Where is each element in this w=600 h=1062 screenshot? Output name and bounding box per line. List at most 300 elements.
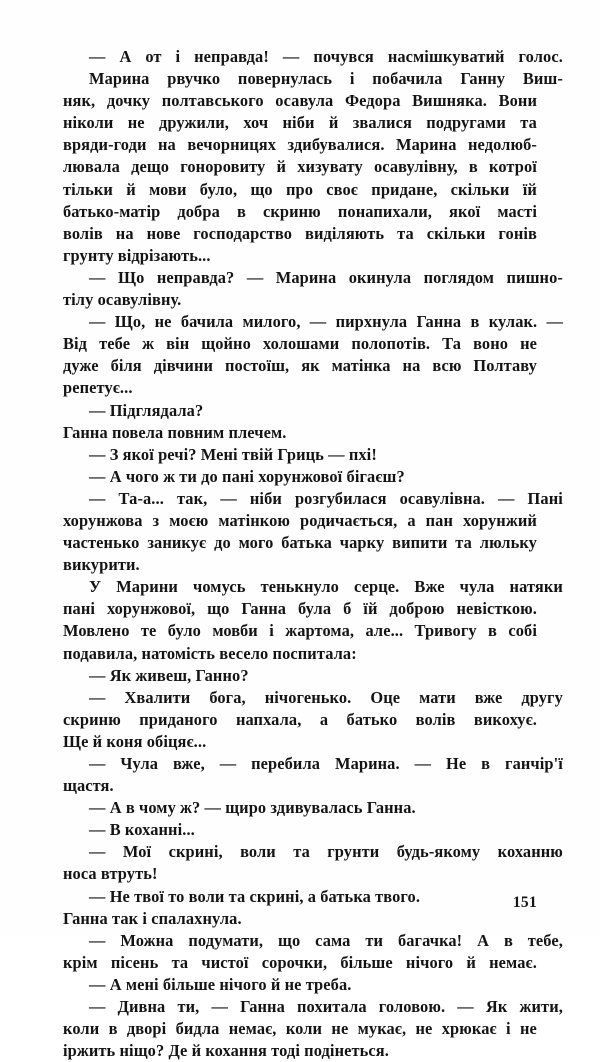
text-line (63, 201, 537, 223)
word: скриню (63, 709, 121, 729)
word: він (166, 334, 190, 354)
word: тебе, (527, 930, 563, 950)
word: в (236, 201, 246, 221)
word: а (319, 709, 329, 729)
line-text: — А мені більше нічого й не треба. (89, 974, 352, 994)
word: милого, (242, 312, 301, 332)
word: мати (419, 687, 456, 707)
text-line (63, 709, 537, 731)
line-text: щастя. (63, 776, 114, 796)
word: — (89, 754, 106, 773)
word: дочку (106, 91, 151, 111)
text-line (63, 90, 537, 112)
text-line (63, 156, 537, 178)
word: матінка (331, 356, 391, 376)
word: й (328, 113, 339, 133)
word: волів (415, 709, 456, 729)
text-line (63, 775, 537, 797)
line-text: Ганна так і спалахнула. (63, 908, 242, 928)
text-line (63, 952, 537, 974)
line-text: тілу осавулівну. (63, 290, 182, 310)
text-line (63, 68, 563, 90)
word: — (211, 997, 228, 1017)
word: скільки (450, 179, 510, 199)
word: не (331, 1019, 349, 1039)
word: бачила (180, 312, 234, 332)
word: крім (63, 952, 98, 972)
word: натяки (509, 577, 563, 597)
word: б (343, 599, 352, 619)
text-line (63, 355, 537, 377)
word: воли (240, 842, 276, 862)
word: Марина. (335, 754, 400, 773)
word: те (140, 621, 157, 641)
word: похитала (297, 997, 367, 1017)
line-text: — А в чому ж? — щиро здивувалась Ганна. (89, 798, 416, 818)
text-line (63, 863, 537, 885)
word: кулак. (488, 312, 538, 332)
word: Хвалити (124, 687, 191, 707)
word: вряди-годи (63, 135, 147, 155)
word: — (89, 312, 106, 332)
word: придане, (371, 179, 438, 199)
line-text: викурити. (63, 555, 140, 575)
word: — (89, 842, 106, 862)
word: і (269, 621, 274, 641)
word: полопотів. (351, 334, 431, 354)
word: Та-а... (118, 488, 164, 508)
word: грунти (327, 842, 380, 862)
word: лювала (63, 157, 120, 177)
line-text: репетує... (63, 378, 133, 398)
text-line (63, 819, 537, 841)
line-text: — Підглядала? (89, 400, 204, 420)
text-line (63, 620, 537, 642)
word: пирхнула (335, 312, 408, 332)
word: Що, (114, 312, 146, 332)
word: постоїш, (225, 356, 290, 376)
line-text: грунту відрізають... (63, 245, 211, 265)
word: пан (425, 510, 454, 530)
text-line (63, 311, 563, 333)
text-line (63, 400, 537, 422)
word: біля (110, 356, 142, 376)
word: на (115, 223, 134, 243)
word: більше (340, 952, 393, 972)
word: їй (363, 599, 378, 619)
word: всю (432, 356, 462, 376)
word: що (207, 599, 230, 619)
word: скриню (262, 201, 321, 221)
word: а (407, 510, 416, 530)
word: рвучко (167, 69, 221, 89)
word: та (397, 223, 414, 243)
text-line (63, 46, 563, 68)
word: не (154, 312, 172, 332)
word: нічогенько. (264, 687, 352, 707)
word: та (293, 842, 310, 862)
word: подругами (426, 113, 506, 133)
word: заникує (147, 533, 207, 553)
word: повернулась (237, 69, 333, 89)
word: подумати, (188, 930, 264, 950)
word: і (506, 1019, 511, 1039)
word: воно (473, 334, 509, 354)
word: Марини (116, 577, 178, 597)
word: жартома, (285, 621, 355, 641)
word: батька (281, 533, 332, 553)
word: Ганна (416, 312, 462, 332)
word: не (520, 1019, 537, 1039)
text-line (63, 665, 537, 687)
word: виділяють (305, 223, 385, 243)
text-line (63, 687, 563, 709)
text-line (63, 333, 537, 355)
word: та (520, 113, 537, 133)
word: доброю (389, 599, 445, 619)
word: ж (142, 334, 155, 354)
word: Пані (527, 488, 563, 508)
word: якої (449, 201, 481, 221)
word: осавулівну, (373, 157, 458, 177)
word: мовби (212, 621, 258, 641)
word: понапихали, (337, 201, 432, 221)
line-text: носа втруть! (63, 864, 158, 884)
word: в (108, 1019, 118, 1039)
text-line (63, 532, 537, 554)
word: було, (199, 179, 238, 199)
word: — (219, 754, 237, 773)
word: хизувату (297, 157, 363, 177)
word: Від (63, 334, 88, 354)
word: поглядом (423, 267, 495, 287)
word: дружили, (158, 113, 230, 133)
word: Виш- (522, 69, 563, 89)
word: — (282, 47, 300, 66)
word: щойно (201, 334, 251, 354)
word: викохує. (473, 709, 537, 729)
word: Дивна (117, 997, 166, 1017)
text-line (63, 444, 537, 466)
word: Чула (120, 754, 159, 773)
word: ганчір'ї (505, 754, 563, 773)
line-text: — А чого ж ти до пані хорунжової бігаєш? (89, 466, 405, 486)
word: няк, (63, 91, 96, 111)
word: але... (365, 621, 404, 641)
word: — (89, 47, 106, 66)
word: про (285, 179, 314, 199)
word: не (415, 1019, 433, 1039)
word: невісткою. (456, 599, 537, 619)
line-text: іржить ніщо? Де й кохання тоді подінеться. (63, 1041, 389, 1061)
word: перебила (251, 754, 321, 773)
word: неправда! (194, 47, 269, 66)
text-line (63, 1040, 537, 1062)
word: й (276, 157, 287, 177)
line-text: подавила, натомість весело поспитала: (63, 643, 357, 663)
line-text: — В коханні... (89, 820, 195, 840)
word: в (488, 621, 497, 641)
word: до (214, 533, 231, 553)
word: Ганна (241, 599, 287, 619)
word: У (89, 577, 102, 597)
word: побачила (372, 69, 443, 89)
word: Вже (414, 577, 445, 597)
text-line (63, 223, 537, 245)
word: осавула (275, 91, 334, 111)
text-line (63, 930, 563, 952)
word: гонів (498, 223, 537, 243)
word: Ганну (460, 69, 506, 89)
word: було (167, 621, 201, 641)
word: не (127, 113, 145, 133)
text-line (63, 488, 563, 510)
text-line (63, 974, 537, 996)
text-line (63, 466, 537, 488)
word: немає. (489, 952, 537, 972)
text-line (63, 179, 537, 201)
text-line (63, 643, 537, 665)
word: дуже (63, 356, 99, 376)
word: — (89, 997, 106, 1017)
word: волів (63, 223, 103, 243)
text-line (63, 1018, 537, 1040)
word: А (119, 47, 132, 66)
word: Тривогу (414, 621, 477, 641)
word: вже (474, 687, 503, 707)
word: — (89, 687, 106, 707)
word: от (145, 47, 162, 66)
word: родичається, (300, 510, 398, 530)
word: батько-матір (63, 201, 161, 221)
word: дворі (126, 1019, 167, 1039)
word: батько (346, 709, 398, 729)
word: пані (63, 599, 96, 619)
word: Не (446, 754, 467, 773)
word: на (402, 356, 421, 376)
word: — (414, 754, 432, 773)
text-line (63, 797, 537, 819)
text-line (63, 996, 563, 1018)
word: випити (392, 533, 448, 553)
word: люльку (479, 533, 537, 553)
word: була (298, 599, 332, 619)
word: моєю (169, 510, 209, 530)
word: здибувалися. (287, 135, 385, 155)
text-line (63, 267, 563, 289)
word: тенькнуло (260, 577, 339, 597)
word: не (520, 334, 537, 354)
word: бога, (209, 687, 246, 707)
word: Що (117, 267, 145, 287)
word: тебе (99, 334, 131, 354)
word: Полтаву (473, 356, 537, 376)
word: сама (315, 930, 351, 950)
word: мови (149, 179, 187, 199)
word: господарство (193, 223, 293, 243)
word: матінкою (218, 510, 291, 530)
word: Вони (498, 91, 537, 111)
text-line (63, 510, 537, 532)
page-number: 151 (512, 894, 537, 911)
word: Оце (370, 687, 401, 707)
word: — (546, 312, 563, 332)
word: собі (508, 621, 537, 641)
word: хорунжової, (106, 599, 196, 619)
word: неправда? (156, 267, 235, 287)
word: та (455, 533, 472, 553)
word: мого (238, 533, 274, 553)
word: тільки (63, 179, 113, 199)
text-line (63, 598, 537, 620)
word: масті (497, 201, 537, 221)
word: чула (459, 577, 495, 597)
word: напхала, (235, 709, 302, 729)
word: Федора (344, 91, 401, 111)
word: й (466, 952, 476, 972)
word: Та (442, 334, 462, 354)
word: і (349, 69, 355, 89)
word: серце. (354, 577, 400, 597)
word: що (250, 179, 273, 199)
word: вже, (172, 754, 205, 773)
text-line (63, 731, 537, 753)
word: недолюб- (468, 135, 537, 155)
word: — (498, 488, 515, 508)
word: будь-якому (396, 842, 481, 862)
word: А (477, 930, 490, 950)
text-line (63, 245, 537, 267)
word: чистої (201, 952, 249, 972)
word: Марина (275, 267, 337, 287)
word: своє (326, 179, 358, 199)
word: жити, (519, 997, 563, 1017)
word: скільки (426, 223, 486, 243)
word: немає, (228, 1019, 277, 1039)
word: другу (521, 687, 563, 707)
word: — (309, 312, 327, 332)
line-text: — Не твої то воли та скрині, а батька твого. (89, 886, 421, 906)
word: коли (63, 1019, 100, 1039)
word: мукає, (357, 1019, 407, 1039)
word: дівчини (153, 356, 214, 376)
word: нічого (405, 952, 454, 972)
word: котрої (489, 157, 537, 177)
word: нове (146, 223, 181, 243)
word: й (126, 179, 136, 199)
word: Ганна (240, 997, 285, 1017)
line-text: — Як живеш, Ганно? (89, 665, 249, 685)
word: ти, (177, 997, 200, 1017)
word: почувся (313, 47, 374, 66)
word: — (89, 488, 106, 508)
word: чарку (339, 533, 385, 553)
text-line (63, 377, 537, 399)
word: ти (365, 930, 384, 950)
word: дещо (131, 157, 170, 177)
word: Мої (122, 842, 152, 862)
line-text: Ганна повела повним плечем. (63, 422, 287, 442)
word: та (171, 952, 189, 972)
word: — (246, 267, 264, 287)
text-line (63, 112, 537, 134)
text-line (63, 841, 563, 863)
word: ніби (282, 113, 315, 133)
word: хоч (243, 113, 269, 133)
word: звалися (352, 113, 412, 133)
text-line (63, 134, 537, 156)
word: хрюкає (441, 1019, 497, 1039)
line-text: — З якої речі? Мені твій Гриць — пхі! (89, 444, 377, 464)
word: розгубилася (294, 488, 387, 508)
word: холошами (262, 334, 340, 354)
text-line (63, 753, 563, 775)
word: полтавського (161, 91, 264, 111)
word: вечорницях (187, 135, 277, 155)
word: — (89, 267, 106, 287)
word: Марина (89, 69, 150, 89)
word: скрині, (168, 842, 223, 862)
word: пишно- (506, 267, 563, 287)
word: пісень (110, 952, 159, 972)
word: Мовлено (63, 621, 130, 641)
word: сорочки, (261, 952, 328, 972)
word: хорунжий (463, 510, 537, 530)
word: окинула (348, 267, 412, 287)
word: так, (176, 488, 208, 508)
word: в (481, 754, 491, 773)
word: осавулівна. (399, 488, 485, 508)
word: приданого (139, 709, 218, 729)
text-line (63, 576, 563, 598)
word: Вишняка. (412, 91, 487, 111)
word: в (503, 930, 513, 950)
word: в (468, 157, 478, 177)
word: частенько (63, 533, 140, 553)
word: бидла (175, 1019, 220, 1039)
word: — (89, 930, 106, 950)
word: Як (485, 997, 508, 1017)
word: голос. (518, 47, 563, 66)
word: добра (177, 201, 220, 221)
text-line (63, 554, 537, 576)
word: в (470, 312, 480, 332)
word: ніби (249, 488, 282, 508)
word: Марина (396, 135, 457, 155)
text-line (63, 422, 537, 444)
line-text: Ще й коня обіцяє... (63, 731, 207, 751)
word: — (220, 488, 237, 508)
word: коли (285, 1019, 323, 1039)
word: як (301, 356, 320, 376)
word: — (457, 997, 474, 1017)
text-line (63, 289, 537, 311)
word: головою. (378, 997, 446, 1017)
word: багачка! (397, 930, 463, 950)
word: Можна (120, 930, 174, 950)
word: коханню (497, 842, 563, 862)
word: і (175, 47, 181, 66)
word: чомусь (192, 577, 246, 597)
word: що (278, 930, 301, 950)
word: на (158, 135, 176, 155)
word: ніколи (63, 113, 114, 133)
word: гоноровиту (180, 157, 266, 177)
word: хорунжова (63, 510, 143, 530)
word: насмішкуватий (387, 47, 505, 66)
word: з (152, 510, 160, 530)
word: їй (522, 179, 537, 199)
